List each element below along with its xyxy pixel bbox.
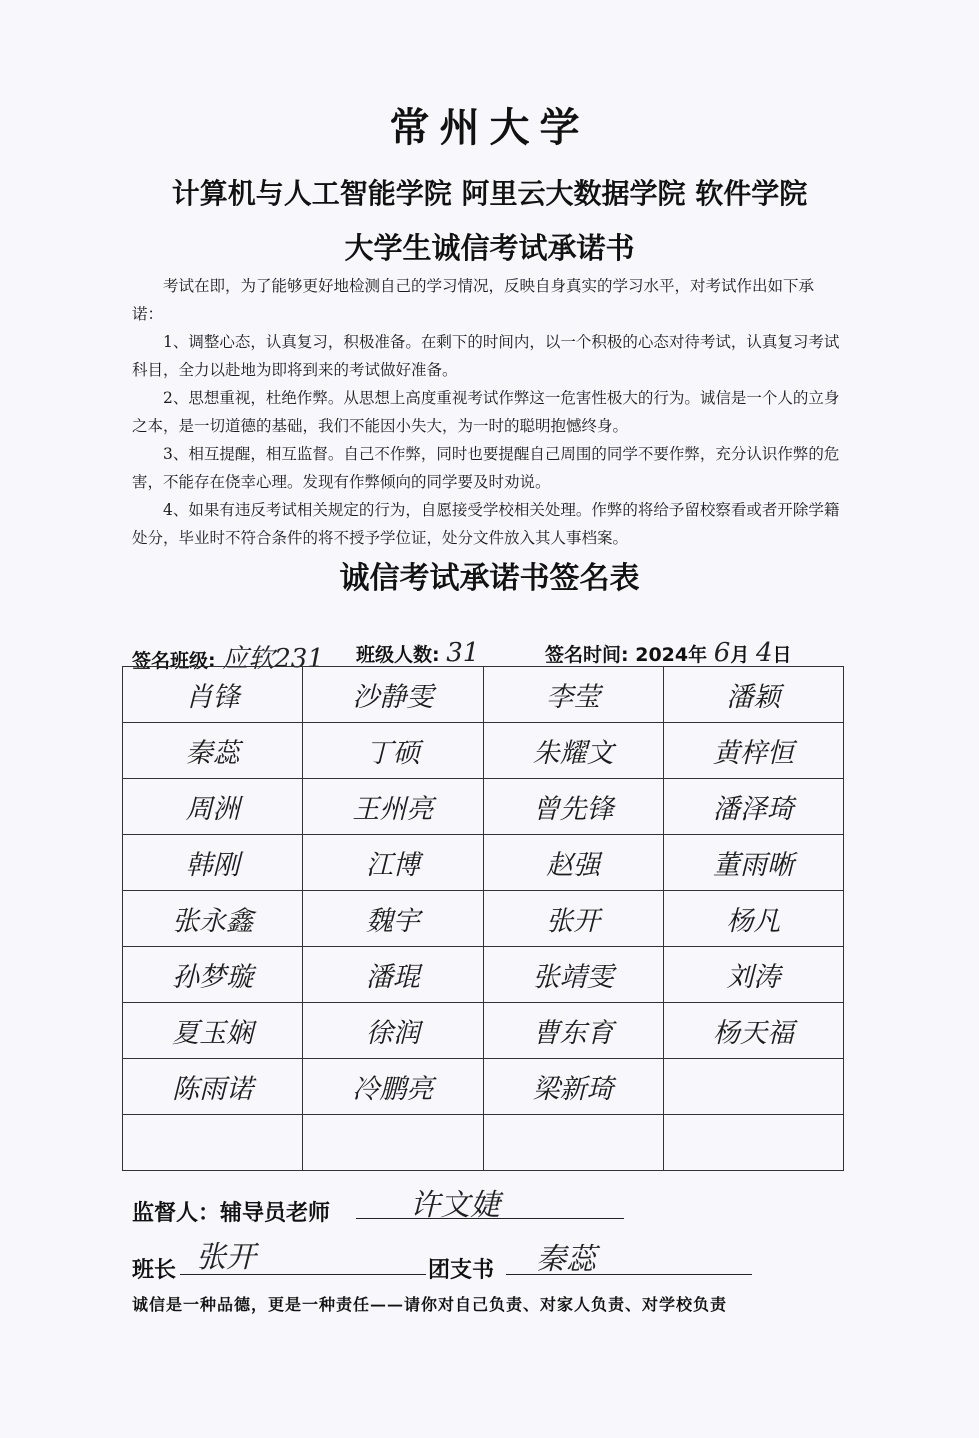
signature-cell: 潘琨 [303,947,483,1003]
signature-cell: 韩刚 [123,835,303,891]
signature-cell: 魏宇 [303,891,483,947]
signature-cell [303,1115,483,1171]
signature-cell: 张靖雯 [483,947,663,1003]
signature-cell: 曾先锋 [483,779,663,835]
pledge-item-2: 2、思想重视，杜绝作弊。从思想上高度重视考试作弊这一危害性极大的行为。诚信是一个人的立身之本，是一切道德的基础，我们不能因小失大，为一时的聪明抱憾终身。 [132,389,840,435]
honesty-motto: 诚信是一种品德，更是一种责任——请你对自己负责、对家人负责、对学校负责 [132,1295,728,1314]
signature-cell: 丁硕 [303,723,483,779]
time-day: 4 [755,638,773,668]
signature-cell: 刘涛 [663,947,843,1003]
time-month-suffix: 月 [730,644,750,666]
class-label: 签名班级: [132,650,216,672]
count-value: 31 [446,638,480,668]
pledge-intro: 考试在即，为了能够更好地检测自己的学习情况，反映自身真实的学习水平，对考试作出如下承诺： [132,277,815,323]
pledge-body [132,272,844,552]
college-name: 计算机与人工智能学院 阿里云大数据学院 软件学院 [171,177,808,210]
pledge-item-4: 4、如果有违反考试相关规定的行为，自愿接受学校相关处理。作弊的将给予留校察看或者开除学籍处分，毕业时不符合条件的将不授予学位证，处分文件放入其人事档案。 [132,501,840,547]
signature-cell: 杨天福 [663,1003,843,1059]
time-year-suffix: 年 [688,644,708,666]
table-row [123,835,844,891]
signature-cell [123,1115,303,1171]
table-row [123,947,844,1003]
university-name: 常州大学 [389,104,590,151]
signature-cell: 王州亮 [303,779,483,835]
signature-cell: 曹东育 [483,1003,663,1059]
signature-cell: 秦蕊 [123,723,303,779]
signature-cell [663,1115,843,1171]
signature-cell: 陈雨诺 [123,1059,303,1115]
signature-cell [663,1059,843,1115]
table-row [123,891,844,947]
table-row [123,667,844,723]
signature-cell: 张永鑫 [123,891,303,947]
signature-cell: 梁新琦 [483,1059,663,1115]
signature-cell: 孙梦璇 [123,947,303,1003]
signature-cell: 张开 [483,891,663,947]
signature-cell: 朱耀文 [483,723,663,779]
table-row [123,779,844,835]
signature-cell: 董雨晰 [663,835,843,891]
table-row [123,1115,844,1171]
signature-cell: 江博 [303,835,483,891]
table-row [123,1003,844,1059]
time-info [545,638,792,668]
signature-cell: 夏玉娴 [123,1003,303,1059]
supervisor-signature: 许文婕 [410,1188,500,1223]
time-day-suffix: 日 [772,644,792,666]
pledge-title: 大学生诚信考试承诺书 [344,231,635,265]
signature-cell: 周洲 [123,779,303,835]
pledge-item-3: 3、相互提醒，相互监督。自己不作弊，同时也要提醒自己周围的同学不要作弊，充分认识作弊的危害，不能存在侥幸心理。发现有作弊倾向的同学要及时劝说。 [132,445,840,491]
signature-cell: 徐润 [303,1003,483,1059]
monitor-signature: 张开 [196,1240,256,1275]
signature-cell: 黄梓恒 [663,723,843,779]
league-secretary-signature: 秦蕊 [536,1242,596,1277]
signature-cell [483,1115,663,1171]
table-row [123,1059,844,1115]
signature-cell: 冷鹏亮 [303,1059,483,1115]
signature-sheet-title: 诚信考试承诺书签名表 [339,561,640,596]
signature-cell: 潘颖 [663,667,843,723]
class-value: 应软231 [222,644,324,674]
signature-cell: 潘泽琦 [663,779,843,835]
supervisor-label: 监督人：辅导员老师 [132,1201,331,1226]
signature-cell: 杨凡 [663,891,843,947]
monitor-label: 班长 [132,1258,177,1283]
signature-cell: 李莹 [483,667,663,723]
time-label: 签名时间: [545,644,629,666]
signature-cell: 沙静雯 [303,667,483,723]
signature-cell: 肖锋 [123,667,303,723]
time-year: 2024 [635,644,689,666]
pledge-item-1: 1、调整心态，认真复习，积极准备。在剩下的时间内，以一个积极的心态对待考试，认真复习考试科目，全力以赴地为即将到来的考试做好准备。 [132,333,840,379]
signature-table [122,666,844,1171]
league-secretary-label: 团支书 [428,1258,495,1283]
count-info [356,638,479,668]
time-month: 6 [713,638,731,668]
count-label: 班级人数: [356,644,440,666]
table-row [123,723,844,779]
signature-cell: 赵强 [483,835,663,891]
